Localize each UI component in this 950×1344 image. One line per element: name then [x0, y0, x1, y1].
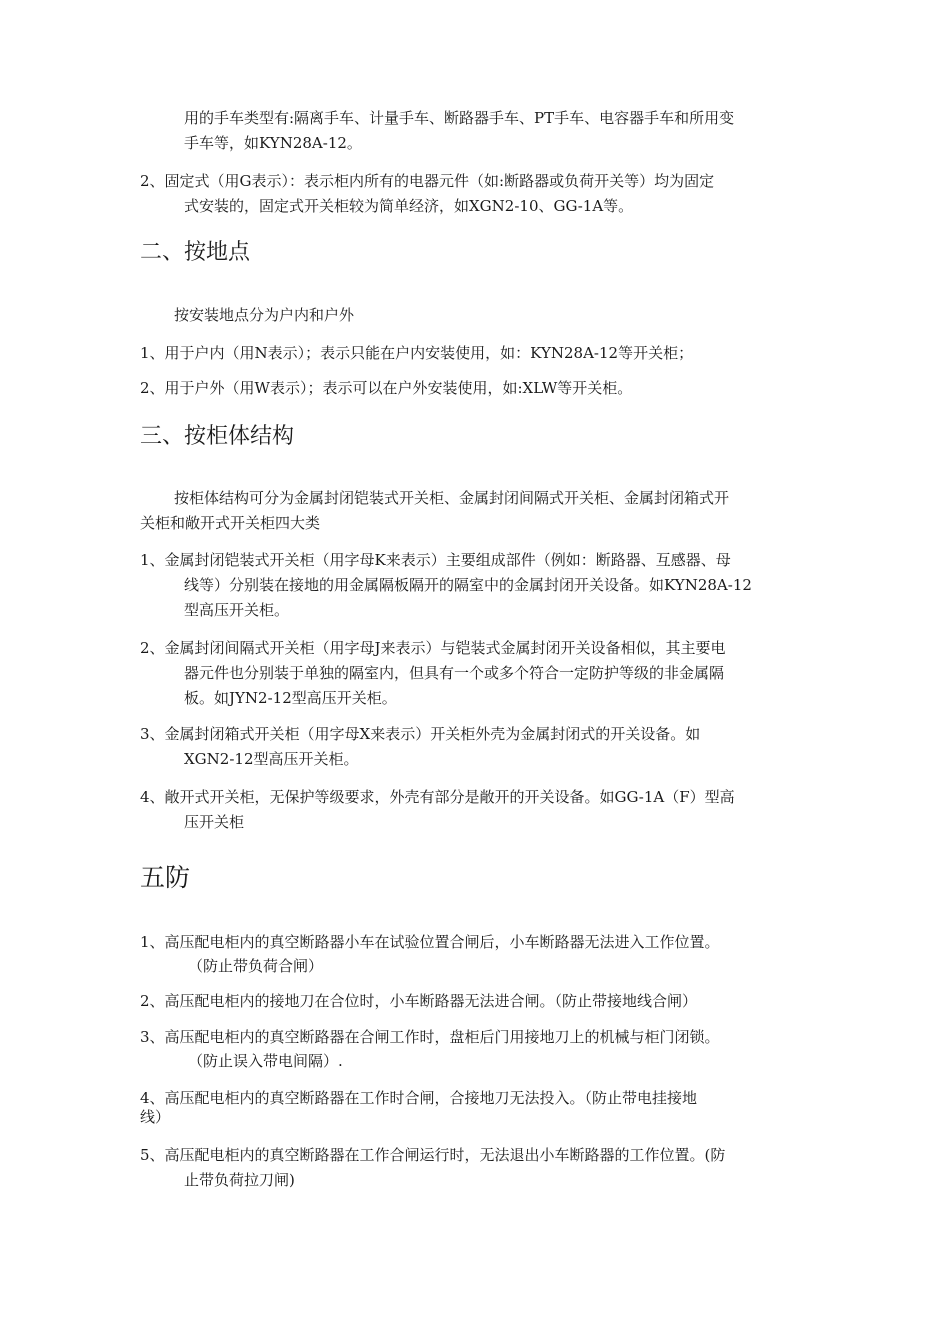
intro-cont-line-1: 用的手车类型有:隔离手车、计量手车、断路器手车、PT手车、电容器手车和所用变 — [184, 109, 735, 127]
wufang-item-1-line-1: 1、高压配电柜内的真空断路器小车在试验位置合闸后，小车断路器无法进入工作位置。 — [140, 933, 720, 951]
fixed-type-line-1: 2、固定式（用G表示）：表示柜内所有的电器元件（如:断路器或负荷开关等）均为固定 — [140, 172, 715, 190]
structure-item-1-line-1: 1、金属封闭铠装式开关柜（用字母K来表示）主要组成部件（例如：断路器、互感器、母 — [140, 551, 731, 569]
fixed-type-line-2: 式安装的，固定式开关柜较为简单经济，如XGN2-10、GG-1A等。 — [184, 197, 634, 215]
structure-item-3-line-2: XGN2-12型高压开关柜。 — [184, 750, 359, 768]
heading-five-preventions: 五防 — [140, 863, 191, 892]
structure-item-2-line-2: 器元件也分别装于单独的隔室内，但具有一个或多个符合一定防护等级的非金属隔 — [184, 664, 725, 682]
wufang-item-3-line-2: （防止误入带电间隔）. — [188, 1052, 343, 1070]
wufang-item-2-line-1: 2、高压配电柜内的接地刀在合位时，小车断路器无法进合闸。（防止带接地线合闸） — [140, 992, 698, 1010]
wufang-item-4-line-1: 4、高压配电柜内的真空断路器在工作时合闸，合接地刀无法投入。（防止带电挂接地 — [140, 1089, 698, 1107]
structure-item-4-line-2: 压开关柜 — [184, 813, 245, 831]
wufang-item-1-line-2: （防止带负荷合闸） — [188, 957, 324, 975]
structure-intro-line-2: 关柜和敞开式开关柜四大类 — [140, 514, 321, 532]
structure-item-3-line-1: 3、金属封闭箱式开关柜（用字母X来表示）开关柜外壳为金属封闭式的开关设备。如 — [140, 725, 701, 743]
structure-item-1-line-3: 型高压开关柜。 — [184, 601, 290, 619]
wufang-item-4-line-2: 线） — [140, 1108, 171, 1126]
wufang-item-5-line-2: 止带负荷拉刀闸) — [184, 1171, 295, 1189]
intro-cont-line-2: 手车等，如KYN28A-12。 — [184, 134, 362, 152]
wufang-item-5-line-1: 5、高压配电柜内的真空断路器在工作合闸运行时，无法退出小车断路器的工作位置。(防 — [140, 1146, 726, 1164]
heading-by-location: 二、按地点 — [140, 240, 251, 265]
location-intro: 按安装地点分为户内和户外 — [174, 306, 355, 324]
location-item-outdoor: 2、用于户外（用W表示）；表示可以在户外安装使用，如:XLW等开关柜。 — [140, 379, 633, 397]
heading-by-structure: 三、按柜体结构 — [140, 424, 295, 449]
structure-item-4-line-1: 4、敞开式开关柜，无保护等级要求，外壳有部分是敞开的开关设备。如GG-1A（F）型高 — [140, 788, 735, 806]
structure-item-2-line-3: 板。如JYN2-12型高压开关柜。 — [184, 689, 397, 707]
location-item-indoor: 1、用于户内（用N表示）；表示只能在户内安装使用，如：KYN28A-12等开关柜； — [140, 344, 694, 362]
wufang-item-3-line-1: 3、高压配电柜内的真空断路器在合闸工作时，盘柜后门用接地刀上的机械与柜门闭锁。 — [140, 1028, 720, 1046]
structure-item-1-line-2: 线等）分别装在接地的用金属隔板隔开的隔室中的金属封闭开关设备。如KYN28A-12 — [184, 576, 752, 594]
structure-item-2-line-1: 2、金属封闭间隔式开关柜（用字母J来表示）与铠装式金属封闭开关设备相似，其主要电 — [140, 639, 726, 657]
structure-intro-line-1: 按柜体结构可分为金属封闭铠装式开关柜、金属封闭间隔式开关柜、金属封闭箱式开 — [174, 489, 730, 507]
